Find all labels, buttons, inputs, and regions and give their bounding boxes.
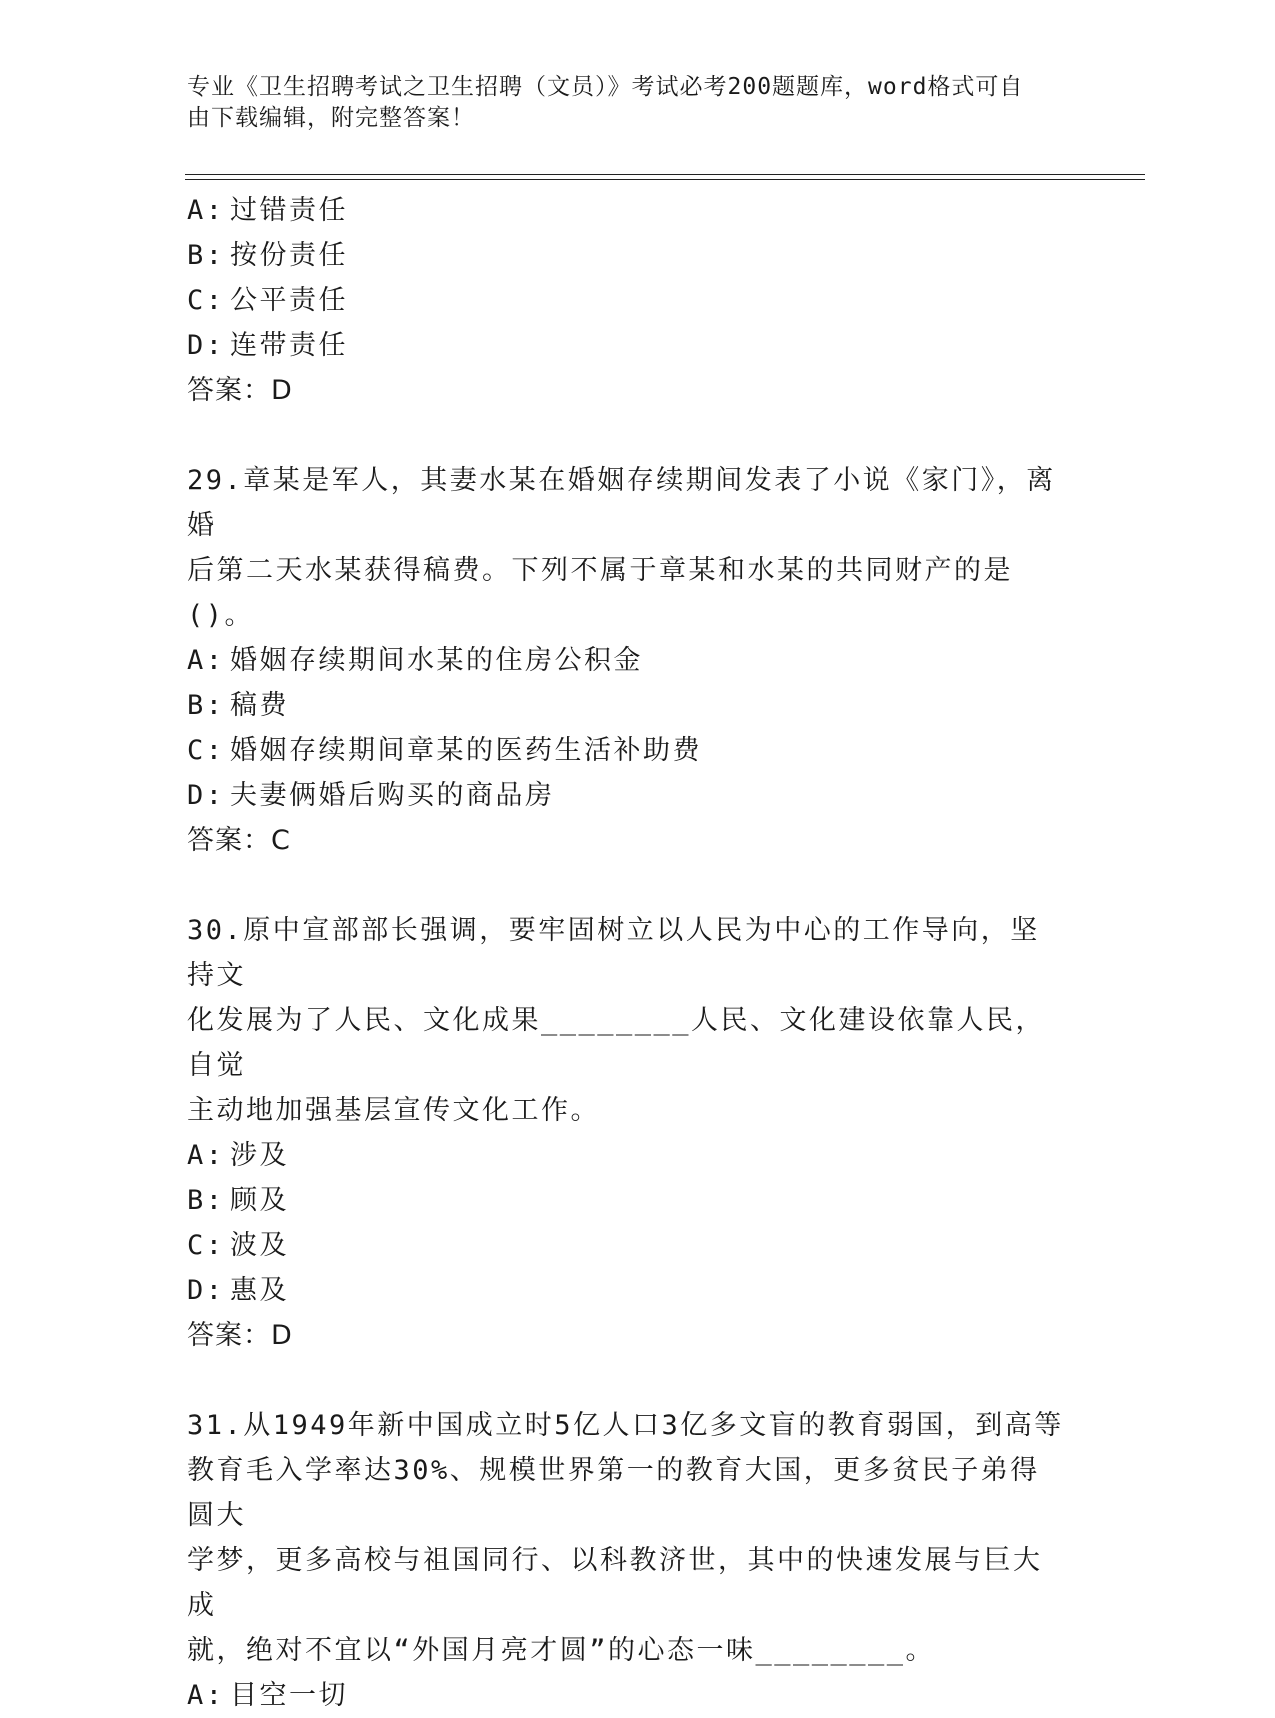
option-key: A: bbox=[187, 195, 225, 226]
option-key: B: bbox=[187, 690, 225, 721]
option-key: C: bbox=[187, 735, 225, 766]
option-a bbox=[187, 1133, 1067, 1178]
option-text: 婚姻存续期间水某的住房公积金 bbox=[230, 645, 643, 676]
question-text-line: 就，绝对不宜以“外国月亮才圆”的心态一味________。 bbox=[187, 1635, 936, 1666]
option-text: 惠及 bbox=[230, 1275, 289, 1306]
header-rule-bottom bbox=[185, 179, 1145, 180]
question-31 bbox=[187, 1403, 1067, 1718]
spacer bbox=[187, 863, 1067, 908]
option-key: D: bbox=[187, 1275, 225, 1306]
header-line-1: 专业《卫生招聘考试之卫生招聘（文员）》考试必考200题题库，word格式可自 bbox=[187, 74, 1024, 100]
option-key: C: bbox=[187, 285, 225, 316]
option-key: C: bbox=[187, 1230, 225, 1261]
option-d bbox=[187, 1268, 1067, 1313]
option-a bbox=[187, 188, 1067, 233]
document-header bbox=[187, 72, 1067, 134]
option-text: 连带责任 bbox=[230, 330, 348, 361]
question-29 bbox=[187, 458, 1067, 863]
question-30 bbox=[187, 908, 1067, 1358]
question-text-line: 教育毛入学率达30%、规模世界第一的教育大国，更多贫民子弟得圆大 bbox=[187, 1455, 1040, 1531]
header-rule-top bbox=[185, 174, 1145, 175]
option-text: 目空一切 bbox=[230, 1680, 348, 1711]
option-text: 波及 bbox=[230, 1230, 289, 1261]
option-c bbox=[187, 278, 1067, 323]
option-text: 公平责任 bbox=[230, 285, 348, 316]
option-c bbox=[187, 728, 1067, 773]
question-text-line: 29.章某是军人，其妻水某在婚姻存续期间发表了小说《家门》，离婚 bbox=[187, 465, 1056, 541]
option-key: D: bbox=[187, 330, 225, 361]
prev-question-options bbox=[187, 188, 1067, 413]
option-text: 过错责任 bbox=[230, 195, 348, 226]
question-text-line: 主动地加强基层宣传文化工作。 bbox=[187, 1095, 600, 1126]
option-b bbox=[187, 233, 1067, 278]
option-a bbox=[187, 1673, 1067, 1718]
option-key: D: bbox=[187, 780, 225, 811]
option-text: 稿费 bbox=[230, 690, 289, 721]
option-a bbox=[187, 638, 1067, 683]
option-c bbox=[187, 1223, 1067, 1268]
option-key: A: bbox=[187, 645, 225, 676]
spacer bbox=[187, 413, 1067, 458]
option-key: B: bbox=[187, 240, 225, 271]
question-text-line: 31.从1949年新中国成立时5亿人口3亿多文盲的教育弱国，到高等 bbox=[187, 1410, 1064, 1441]
option-b bbox=[187, 1178, 1067, 1223]
answer-line: 答案：C bbox=[187, 825, 291, 856]
header-line-2: 由下载编辑，附完整答案！ bbox=[187, 105, 475, 131]
option-key: A: bbox=[187, 1140, 225, 1171]
option-text: 顾及 bbox=[230, 1185, 289, 1216]
spacer bbox=[187, 1358, 1067, 1403]
option-d bbox=[187, 773, 1067, 818]
option-b bbox=[187, 683, 1067, 728]
option-key: A: bbox=[187, 1680, 225, 1711]
option-text: 婚姻存续期间章某的医药生活补助费 bbox=[230, 735, 702, 766]
answer-line: 答案：D bbox=[187, 375, 293, 406]
option-d bbox=[187, 323, 1067, 368]
question-text-line: 学梦，更多高校与祖国同行、以科教济世，其中的快速发展与巨大成 bbox=[187, 1545, 1043, 1621]
option-text: 按份责任 bbox=[230, 240, 348, 271]
option-key: B: bbox=[187, 1185, 225, 1216]
option-text: 涉及 bbox=[230, 1140, 289, 1171]
question-text-line: 30.原中宣部部长强调，要牢固树立以人民为中心的工作导向，坚持文 bbox=[187, 915, 1040, 991]
question-text-line: 化发展为了人民、文化成果________人民、文化建设依靠人民，自觉 bbox=[187, 1005, 1046, 1081]
answer-line: 答案：D bbox=[187, 1320, 293, 1351]
question-text-line: 后第二天水某获得稿费。下列不属于章某和水某的共同财产的是()。 bbox=[187, 555, 1013, 631]
question-content bbox=[187, 188, 1067, 1718]
option-text: 夫妻俩婚后购买的商品房 bbox=[230, 780, 555, 811]
